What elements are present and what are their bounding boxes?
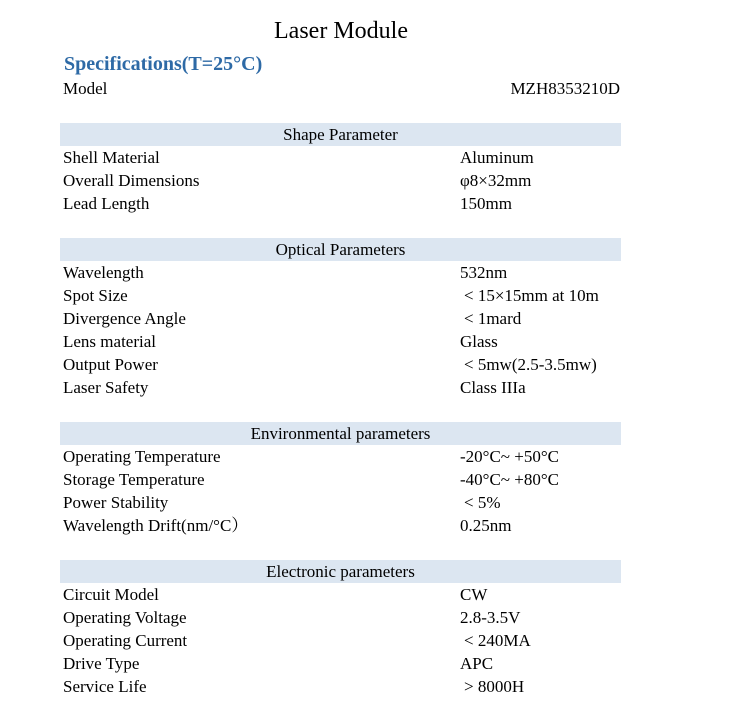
section-header: Electronic parameters <box>60 560 621 583</box>
spec-label: Spot Size <box>63 286 128 305</box>
spec-row <box>60 445 621 468</box>
section-electronic-parameters <box>60 560 621 698</box>
model-label: Model <box>63 79 108 98</box>
spec-row <box>60 376 621 399</box>
spec-value: 2.8-3.5V <box>460 608 521 627</box>
spec-row <box>60 169 621 192</box>
spec-row <box>60 514 621 537</box>
section-optical-parameters <box>60 238 621 399</box>
spec-label: Wavelength <box>63 263 144 282</box>
spec-label: Overall Dimensions <box>63 171 200 190</box>
spec-row <box>60 353 621 376</box>
document-title: Laser Module <box>274 18 408 44</box>
spec-label: Service Life <box>63 677 147 696</box>
spec-row <box>60 146 621 169</box>
spec-row <box>60 491 621 514</box>
section-header: Shape Parameter <box>60 123 621 146</box>
spec-value: APC <box>460 654 494 673</box>
spec-label: Divergence Angle <box>63 309 186 328</box>
section-header: Environmental parameters <box>60 422 621 445</box>
spec-value: < 5% <box>464 493 501 512</box>
spec-row <box>60 675 621 698</box>
spec-value: < 15×15mm at 10m <box>464 286 599 305</box>
spec-row <box>60 261 621 284</box>
spec-label: Shell Material <box>63 148 160 167</box>
spec-label: Wavelength Drift(nm/°C） <box>63 516 249 535</box>
spec-label: Lead Length <box>63 194 150 213</box>
section-shape-parameter <box>60 123 621 215</box>
spec-value: 532nm <box>460 263 508 282</box>
specifications-heading: Specifications(T=25°C) <box>64 53 263 75</box>
spec-label: Operating Current <box>63 631 188 650</box>
spec-value: φ8×32mm <box>460 171 532 190</box>
spec-label: Lens material <box>63 332 156 351</box>
section-environmental-parameters <box>60 422 621 537</box>
spec-row <box>60 583 621 606</box>
spec-value: -40°C~ +80°C <box>460 470 559 489</box>
spec-label: Operating Voltage <box>63 608 187 627</box>
spec-label: Laser Safety <box>63 378 149 397</box>
spec-row <box>60 307 621 330</box>
spec-label: Output Power <box>63 355 158 374</box>
spec-value: Aluminum <box>460 148 534 167</box>
spec-value: < 1mard <box>464 309 522 328</box>
spec-row <box>60 652 621 675</box>
spec-value: 150mm <box>460 194 512 213</box>
spec-value: > 8000H <box>464 677 525 696</box>
spec-value: -20°C~ +50°C <box>460 447 559 466</box>
spec-row <box>60 284 621 307</box>
spec-value: 0.25nm <box>460 516 512 535</box>
spec-row <box>60 629 621 652</box>
spec-label: Power Stability <box>63 493 169 512</box>
spec-value: < 5mw(2.5-3.5mw) <box>464 355 597 374</box>
section-header: Optical Parameters <box>60 238 621 261</box>
spec-label: Operating Temperature <box>63 447 221 466</box>
model-value: MZH8353210D <box>510 79 620 98</box>
spec-row <box>60 330 621 353</box>
spec-value: Glass <box>460 332 498 351</box>
spec-value: CW <box>460 585 488 604</box>
spec-value: < 240MA <box>464 631 531 650</box>
spec-row <box>60 606 621 629</box>
spec-label: Circuit Model <box>63 585 159 604</box>
spec-row <box>60 468 621 491</box>
spec-value: Class IIIa <box>460 378 526 397</box>
model-row <box>63 78 620 100</box>
spec-row <box>60 192 621 215</box>
spec-label: Drive Type <box>63 654 140 673</box>
spec-label: Storage Temperature <box>63 470 205 489</box>
